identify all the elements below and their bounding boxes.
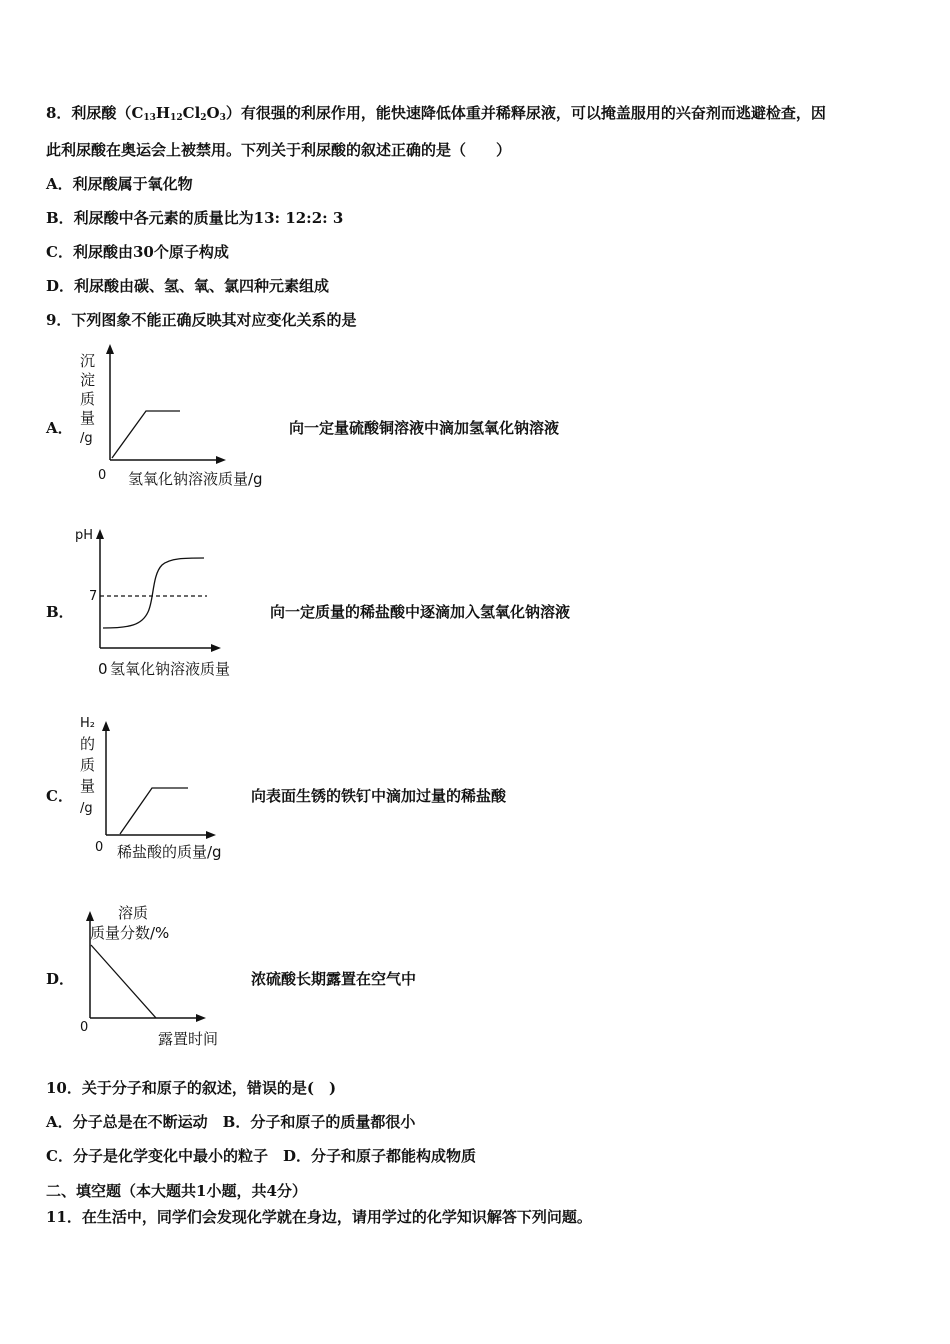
q10-stem: 10．关于分子和原子的叙述，错误的是( ) [46, 1079, 337, 1097]
y-label-2: 的 [80, 735, 96, 753]
q10-options-row1: A．分子总是在不断运动 B．分子和原子的质量都很小 [46, 1113, 416, 1131]
section-heading: 二、填空题（本大题共1小题，共4分） [46, 1182, 307, 1200]
y-label-3: 质 [80, 390, 96, 408]
y-axis-arrow [102, 721, 110, 731]
x-axis-arrow [216, 456, 226, 464]
q8-option-a: A．利尿酸属于氧化物 [46, 175, 193, 193]
q9-option-b-desc: 向一定质量的稀盐酸中逐滴加入氢氧化钠溶液 [270, 603, 571, 621]
q9-graph-b [70, 520, 290, 680]
q8-option-c: C．利尿酸由30个原子构成 [46, 243, 229, 261]
y-label-ph: pH [75, 528, 94, 543]
q9-option-a-desc: 向一定量硫酸铜溶液中滴加氢氧化钠溶液 [289, 419, 560, 437]
q8-stem-line1: 8．利尿酸$(C_{13}H_{12}Cl_2O_3)$有很强的利尿作用，能快速降低体重并稀释尿液，可以掩盖服用的兴奋剂而逃避检查，因 [46, 104, 826, 123]
origin-label: 0 [98, 660, 108, 678]
y-label-5: /g [80, 431, 93, 446]
q9-option-b-letter: B． [46, 603, 74, 621]
q8-option-d: D．利尿酸由碳、氢、氧、氯四种元素组成 [46, 277, 330, 295]
origin-label: 0 [95, 840, 104, 855]
x-axis-arrow [196, 1014, 206, 1022]
y-label-4: 量 [80, 409, 96, 427]
graph-curve [120, 788, 188, 834]
y-axis-arrow [96, 529, 104, 539]
y-label-3: 质 [80, 756, 96, 774]
y-label-4: 量 [80, 777, 96, 795]
tick-7: 7 [89, 589, 98, 604]
x-axis-label: 氢氧化钠溶液质量/g [128, 470, 263, 488]
y-axis-arrow [86, 911, 94, 921]
origin-label: 0 [80, 1020, 89, 1035]
origin-label: 0 [98, 468, 107, 483]
y-label-1: H₂ [80, 716, 95, 731]
y-label-2: 淀 [80, 371, 96, 389]
graph-curve [112, 411, 180, 458]
y-label-5: /g [80, 801, 93, 816]
q9-option-d-letter: D． [46, 970, 75, 988]
x-axis-label: 稀盐酸的质量/g [117, 843, 222, 861]
q9-option-d-desc: 浓硫酸长期露置在空气中 [251, 970, 417, 988]
q11-stem: 11．在生活中，同学们会发现化学就在身边，请用学过的化学知识解答下列问题。 [46, 1208, 592, 1226]
q9-stem: 9．下列图象不能正确反映其对应变化关系的是 [46, 311, 357, 329]
graph-curve [91, 945, 156, 1018]
q9-option-c-desc: 向表面生锈的铁钉中滴加过量的稀盐酸 [251, 787, 507, 805]
x-axis-arrow [206, 831, 216, 839]
q9-option-c-letter: C． [46, 787, 73, 805]
x-axis-arrow [211, 644, 221, 652]
graph-curve [103, 558, 204, 628]
q8-option-b: B．利尿酸中各元素的质量比为13: 12:2: 3 [46, 209, 344, 227]
y-label-2: 质量分数/% [90, 924, 170, 942]
y-label-1: 溶质 [118, 904, 149, 922]
y-axis-arrow [106, 344, 114, 354]
q10-options-row2: C．分子是化学变化中最小的粒子 D．分子和原子都能构成物质 [46, 1147, 476, 1165]
y-label-1: 沉 [80, 352, 96, 370]
x-axis-label: 露置时间 [158, 1030, 219, 1048]
q8-stem-line2: 此利尿酸在奥运会上被禁用。下列关于利尿酸的叙述正确的是（ ） [46, 141, 512, 159]
x-axis-label: 氢氧化钠溶液质量 [110, 660, 231, 678]
q9-option-a-letter: A． [46, 419, 73, 437]
q9-graph-a [70, 340, 310, 500]
